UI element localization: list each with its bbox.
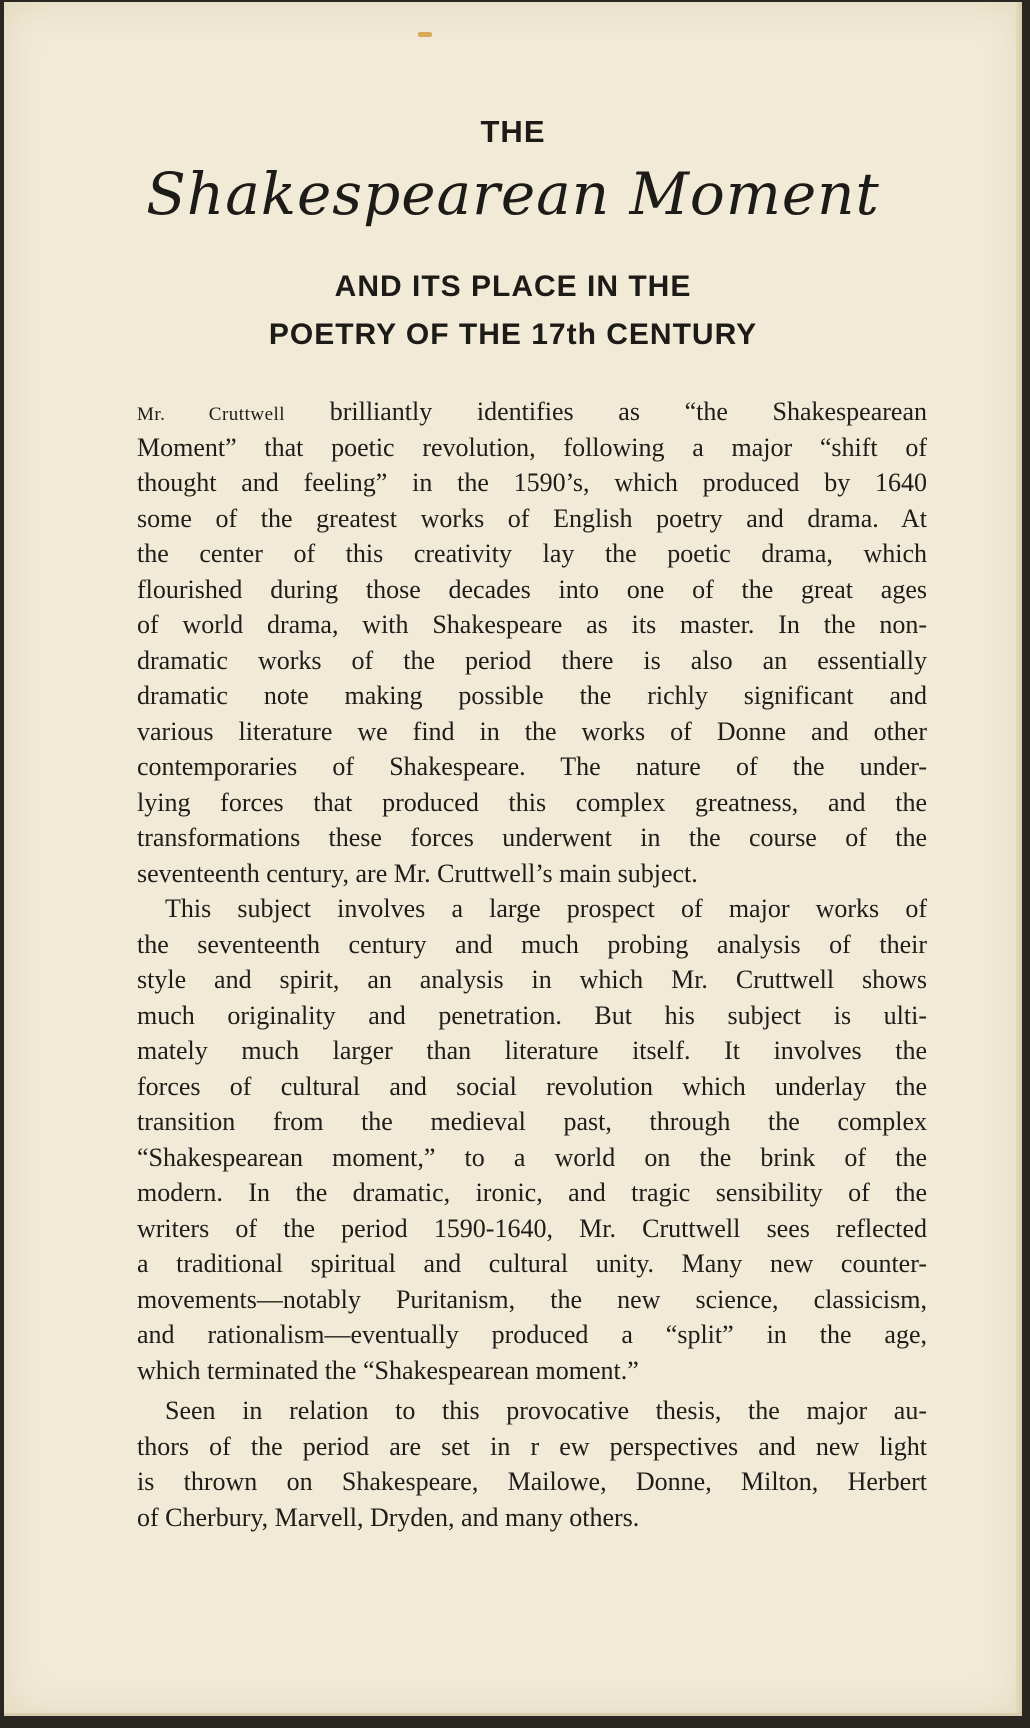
blurb-line: the seventeenth century and much probing analysis of their xyxy=(137,929,927,959)
blurb-line: This subject involves a large prospect of major works of xyxy=(165,894,927,923)
blurb-line: thought and feeling” in the 1590’s, which produced by 1640 xyxy=(137,468,927,497)
paper-stain xyxy=(418,32,432,37)
blurb-line: seventeenth century, are Mr. Cruttwell’s main subject. xyxy=(137,858,698,888)
blurb-line: thors of the period are set in r ew perspectives and new light xyxy=(137,1431,927,1461)
subtitle-line-2: POETRY OF THE 17th CENTURY xyxy=(268,318,758,351)
blurb-line: lying forces that produced this complex greatness, and the xyxy=(137,787,927,817)
blurb-line: the center of this creativity lay the poetic drama, which xyxy=(137,539,927,568)
blurb-line: Moment” that poetic revolution, following a major “shift of xyxy=(137,432,927,462)
blurb-line: modern. In the dramatic, ironic, and tragic sensibility of the xyxy=(137,1178,927,1207)
heading-the: THE xyxy=(480,114,546,149)
blurb-line: dramatic note making possible the richly significant and xyxy=(137,681,927,710)
blurb-line: flourished during those decades into one of the great ages xyxy=(137,574,927,604)
blurb-line: style and spirit, an analysis in which Mr. Cruttwell shows xyxy=(137,965,927,994)
blurb-line: which terminated the “Shakespearean moment.” xyxy=(137,1355,639,1385)
blurb-line: Mr. Cruttwell brilliantly identifies as “the Shakespearean xyxy=(137,397,927,426)
blurb-line: writers of the period 1590-1640, Mr. Cruttwell sees reflected xyxy=(137,1213,927,1243)
blurb-line: much originality and penetration. But his subject is ulti- xyxy=(137,1000,927,1030)
bottom-edge xyxy=(4,1713,1022,1716)
author-name: Mr. Cruttwell xyxy=(137,404,286,425)
book-back-cover xyxy=(4,2,1022,1716)
blurb-line: mately much larger than literature itself. It involves the xyxy=(137,1036,927,1065)
blurb-line: various literature we find in the works of Donne and other xyxy=(137,716,927,746)
blurb-text xyxy=(137,394,927,1535)
blurb-line: Seen in relation to this provocative thesis, the major au- xyxy=(165,1396,927,1425)
blurb-line: movements—notably Puritanism, the new science, classicism, xyxy=(137,1284,927,1314)
blurb-line: and rationalism—eventually produced a “split” in the age, xyxy=(137,1320,927,1349)
blurb-line: “Shakespearean moment,” to a world on the brink of the xyxy=(137,1142,927,1172)
cover-edge xyxy=(1016,2,1022,1716)
blurb-line: transition from the medieval past, through the complex xyxy=(137,1107,927,1136)
blurb-line: of Cherbury, Marvell, Dryden, and many others. xyxy=(137,1502,640,1532)
blurb-line: is thrown on Shakespeare, Mailowe, Donne, Milton, Herbert xyxy=(137,1467,927,1496)
blurb-line: transformations these forces underwent in the course of the xyxy=(137,823,927,852)
book-title: Shakespearean Moment xyxy=(146,160,880,228)
blurb-line: forces of cultural and social revolution which underlay the xyxy=(137,1071,927,1101)
blurb-line: dramatic works of the period there is also an essentially xyxy=(137,645,927,675)
blurb-line: of world drama, with Shakespeare as its master. In the non- xyxy=(137,610,927,639)
subtitle-line-1: AND ITS PLACE IN THE xyxy=(334,270,692,303)
blurb-line: some of the greatest works of English poetry and drama. At xyxy=(137,503,927,533)
blurb-line: contemporaries of Shakespeare. The nature of the under- xyxy=(137,752,927,781)
blurb-line: a traditional spiritual and cultural unity. Many new counter- xyxy=(137,1249,927,1278)
